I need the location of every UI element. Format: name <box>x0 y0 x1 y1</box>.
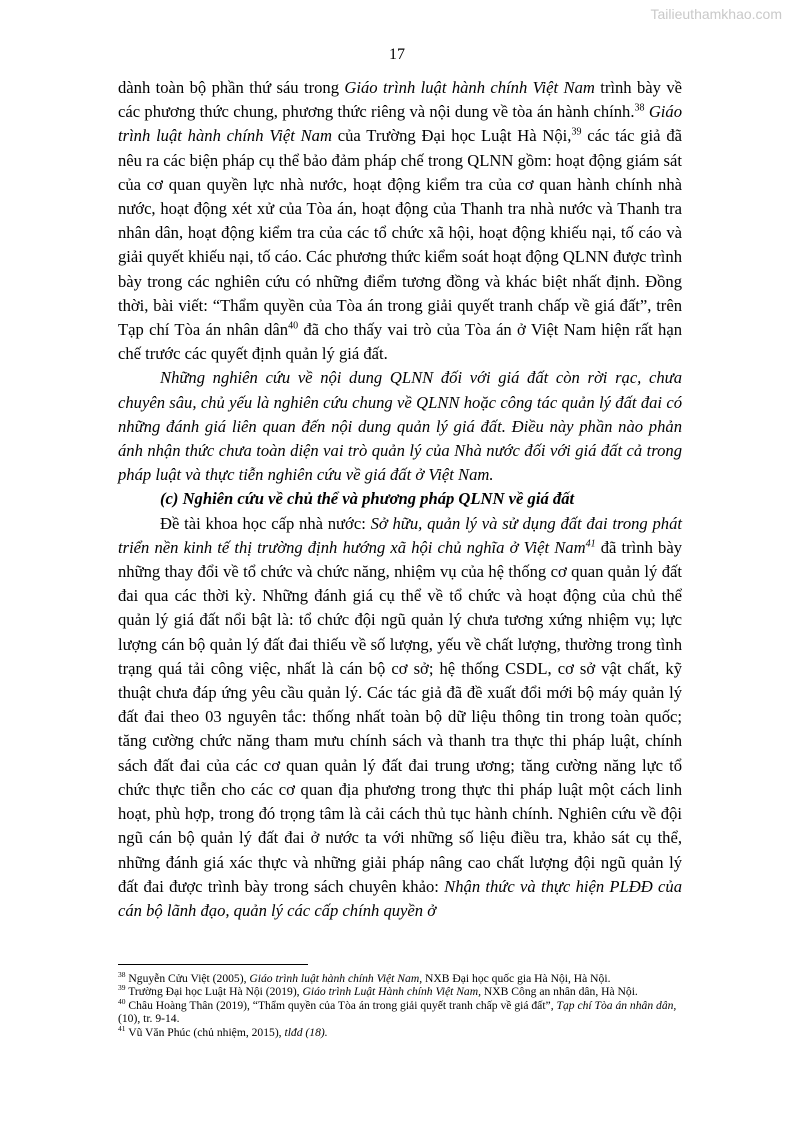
footnote-text: NXB Đại học quốc gia Hà Nội, Hà Nội. <box>422 972 611 985</box>
footnote-ref-40[interactable]: 40 <box>288 320 299 332</box>
book-title: Nhận thức và thực hiện PLĐĐ của cán bộ lãnh đạo, quản lý các cấp chính quyền ở <box>118 876 682 920</box>
footnote-ref-39[interactable]: 39 <box>571 126 582 138</box>
text-span: trình bày về các phương thức chung, phương thức riêng và nội dung về tòa án hành chính. <box>118 78 682 122</box>
footnote-number: 39 <box>118 983 126 993</box>
footnote-title: Giáo trình Luật Hành chính Việt Nam, <box>302 985 482 999</box>
footnotes <box>118 972 682 1039</box>
footnote-text: Nguyễn Cửu Việt (2005), <box>128 972 250 985</box>
footnote-number: 38 <box>118 970 126 980</box>
paragraph-2: Những nghiên cứu về nội dung QLNN đối với giá đất còn rời rạc, chưa chuyên sâu, chủ yếu là nghiên cứu chung về QLNN hoặc công tác quản lý đất đai có những đánh giá liên quan đến nội dung quản lý giá đất. Điều này phần nào phản ánh nhận thức chưa toàn diện vai trò quản lý của Nhà nước đối với giá đất cả trong pháp luật và thực tiễn nghiên cứu về giá đất ở Việt Nam. <box>118 368 682 485</box>
footnote-text: Trường Đại học Luật Hà Nội (2019), <box>128 985 303 999</box>
body-text <box>118 76 682 923</box>
section-heading: (c) Nghiên cứu về chủ thể và phương pháp QLNN về giá đất <box>160 489 575 509</box>
text-span: dành toàn bộ phần thứ sáu trong <box>118 78 345 97</box>
footnote-ref-38[interactable]: 38 <box>634 102 645 114</box>
footnote-text: Vũ Văn Phúc (chủ nhiệm, 2015), <box>128 1025 285 1039</box>
text-span: Đề tài khoa học cấp nhà nước: <box>160 513 371 533</box>
text-span: đã cho thấy vai trò của Tòa án ở Việt Nam hiện rất hạn chế trước các quyết định quản lý giá đất. <box>118 320 682 364</box>
watermark: Tailieuthamkhao.com <box>650 6 782 22</box>
footnote-title: Giáo trình luật hành chính Việt Nam, <box>249 972 423 985</box>
footnote-40 <box>118 996 682 1026</box>
project-title: Sở hữu, quản lý và sử dụng đất đai trong phát triển nền kinh tế thị trường định hướng xã hội chủ nghĩa ở Việt Nam <box>118 513 683 557</box>
footnote-title: tlđd (18). <box>284 1025 328 1039</box>
footnote-ref-41[interactable]: 41 <box>585 538 596 550</box>
footnote-divider <box>118 964 308 965</box>
footnote-38 <box>118 972 682 985</box>
page-number: 17 <box>389 46 405 63</box>
text-span: đã trình bày những thay đổi về tổ chức và chức năng, nhiệm vụ của hệ thống cơ quan quản lý đất đai qua các thời kỳ. Những đánh giá cụ thể về tổ chức và hoạt động của chủ thể quản lý giá đất nổi bật là: tổ chức đội ngũ quản lý chưa tương xứng nhiệm vụ; lực lượng cán bộ quản lý đất đai thiếu về số lượng, yếu về chất lượng, thường trong tình trạng quá tải công việc, nhất là cán bộ cơ sở; hệ thống CSDL, cơ sở vật chất, kỹ thuật chưa đáp ứng yêu cầu quản lý. Các tác giả đã đề xuất đổi mới bộ máy quản lý đất đai theo 03 nguyên tắc: thống nhất toàn bộ dữ liệu thông tin trong toàn quốc; tăng cường chức năng tham mưu chính sách và thanh tra thực thi pháp luật, chính sách đất đai của các cơ quan quản lý đất đai trung ương; tăng cường năng lực tổ chức thực tiễn cho các cơ quan địa phương trong thực thi pháp luật một cách linh hoạt, phù hợp, trong đó trọng tâm là cải cách thủ tục hành chính. Nghiên cứu về đội ngũ cán bộ quản lý đất đai ở nước ta với những số liệu điều tra, khảo sát cụ thể, những đánh giá xác thực và những giải pháp nâng cao chất lượng đội ngũ quản lý đất đai được trình bày trong sách chuyên khảo: <box>118 537 682 896</box>
footnote-41 <box>118 1023 682 1039</box>
footnote-text: Châu Hoàng Thân (2019), “Thẩm quyền của Tòa án trong giải quyết tranh chấp về giá đất”, <box>128 998 557 1012</box>
book-title: Giáo trình luật hành chính Việt Nam <box>344 78 595 97</box>
footnote-text: (10), tr. 9-14. <box>118 1012 180 1026</box>
book-title: Giáo trình luật hành chính Việt Nam <box>118 102 682 146</box>
footnote-number: 41 <box>118 1023 126 1033</box>
footnote-title: Tạp chí Tòa án nhân dân, <box>556 998 677 1012</box>
paragraph-3 <box>118 512 682 923</box>
text-span: của Trường Đại học Luật Hà Nội, <box>331 126 572 146</box>
footnote-39 <box>118 985 682 998</box>
text-span: các tác giả đã nêu ra các biện pháp cụ thể bảo đảm pháp chế trong QLNN gồm: hoạt động giám sát của cơ quan quyền lực nhà nước, hoạt động kiểm tra của cơ quan hành chính nhà nước, hoạt động xét xử của Tòa án, hoạt động của Thanh tra nhà nước và Thanh tra nhân dân, hoạt động kiểm tra của các tổ chức xã hội, hoạt động khiếu nại, tố cáo và giải quyết khiếu nại, tố cáo. Các phương thức kiểm soát hoạt động QLNN được trình bày trong các nghiên cứu có những điểm tương đồng và khác biệt nhất định. Đồng thời, bài viết: “Thẩm quyền của Tòa án trong giải quyết tranh chấp về giá đất”, trên Tạp chí Tòa án nhân dân <box>118 126 682 340</box>
footnote-text: NXB Công an nhân dân, Hà Nội. <box>481 985 638 999</box>
footnote-number: 40 <box>118 996 126 1006</box>
paragraph-1 <box>118 76 682 366</box>
